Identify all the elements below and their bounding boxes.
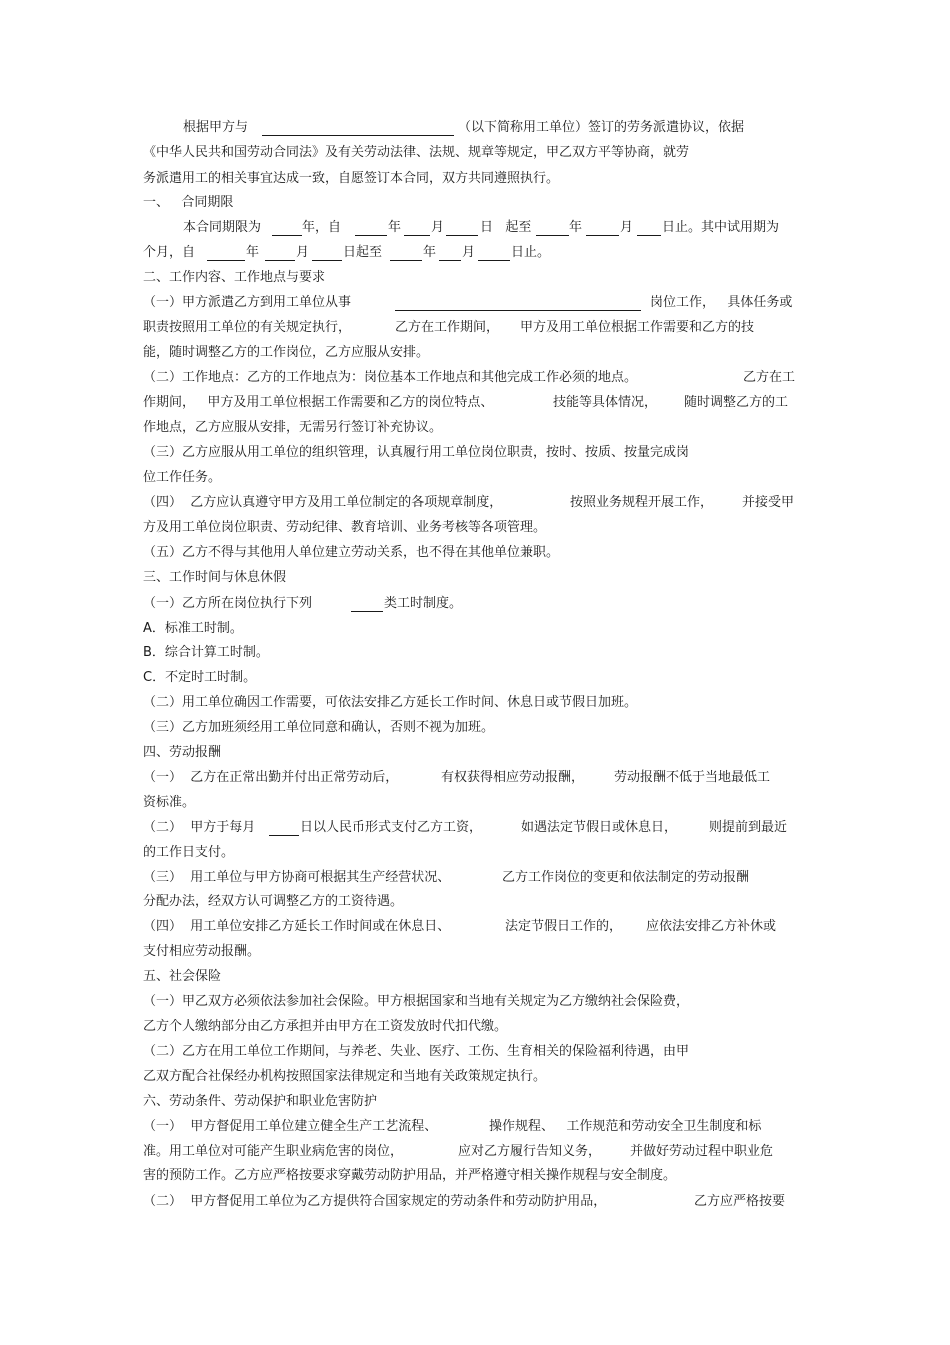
text-line: 应对乙方履行告知义务，	[458, 1144, 602, 1159]
text-line: （二）工作地点：乙方的工作地点为：岗位基本工作地点和其他完成工作必须的地点。	[143, 370, 638, 385]
text-line: 岗位工作， 具体任务或	[650, 295, 793, 310]
blank-field	[586, 235, 619, 236]
blank-field	[390, 260, 422, 261]
text-line: （一）甲方派遣乙方到用工单位从事	[143, 295, 352, 310]
text-line: 乙方在工	[743, 370, 796, 385]
text-line: （三）乙方应服从用工单位的组织管理，认真履行用工单位岗位职责，按时、按质、按量完成岗	[143, 445, 690, 460]
blank-field	[351, 611, 383, 612]
text-line: 乙双方配合社保经办机构按照国家法律规定和当地有关政策规定执行。	[143, 1069, 547, 1084]
text-line: 日起至	[343, 245, 383, 260]
text-line: 乙方个人缴纳部分由乙方承担并由甲方在工资发放时代扣代缴。	[143, 1019, 508, 1034]
section-heading: 六、劳动条件、劳动保护和职业危害防护	[143, 1094, 378, 1109]
text-line: 根据甲方与	[183, 120, 249, 135]
text-line: （以下简称用工单位）签订的劳务派遣协议，依据	[458, 120, 745, 135]
text-line: 乙方工作岗位的变更和依法制定的劳动报酬	[502, 870, 750, 885]
blank-field	[312, 260, 342, 261]
text-line: （一）乙方所在岗位执行下列	[143, 596, 313, 611]
text-line: 害的预防工作。乙方应严格按要求穿戴劳动防护用品，并严格遵守相关操作规程与安全制度。	[143, 1168, 677, 1183]
text-line: 年	[246, 245, 260, 260]
text-line: 应依法安排乙方补休或	[646, 919, 777, 934]
text-line: 年	[423, 245, 437, 260]
blank-field	[269, 835, 299, 836]
section-heading: 一、 合同期限	[143, 195, 234, 210]
text-line: 法定节假日工作的，	[505, 919, 623, 934]
text-line: 支付相应劳动报酬。	[143, 944, 261, 959]
text-line: （四） 乙方应认真遵守甲方及用工单位制定的各项规章制度，	[143, 495, 503, 510]
text-line: 则提前到最近	[709, 820, 788, 835]
blank-field	[262, 135, 454, 136]
text-line: （四） 用工单位安排乙方延长工作时间或在休息日、	[143, 919, 451, 934]
text-line: （二） 甲方于每月	[143, 820, 256, 835]
text-line: 日止。	[511, 245, 551, 260]
text-line: 作期间， 甲方及用工单位根据工作需要和乙方的岗位特点、	[143, 395, 494, 410]
text-line: 位工作任务。	[143, 470, 222, 485]
section-heading: 二、工作内容、工作地点与要求	[143, 270, 326, 285]
text-line: 方及用工单位岗位职责、劳动纪律、教育培训、业务考核等各项管理。	[143, 520, 547, 535]
text-line: 并接受甲	[742, 495, 795, 510]
section-heading: 五、社会保险	[143, 969, 222, 984]
text-line: 劳动报酬不低于当地最低工	[614, 770, 771, 785]
blank-field	[395, 310, 641, 311]
text-line: （一） 甲方督促用工单位建立健全生产工艺流程、	[143, 1119, 438, 1134]
text-line: 的工作日支付。	[143, 845, 235, 860]
text-line: 乙方在工作期间，	[395, 320, 500, 335]
blank-field	[637, 235, 661, 236]
text-line: 日以人民币形式支付乙方工资，	[300, 820, 483, 835]
text-line: 月	[296, 245, 310, 260]
text-line: 资标准。	[143, 795, 196, 810]
text-line: 年	[569, 220, 583, 235]
blank-field	[355, 235, 387, 236]
text-line: 日 起至	[480, 220, 532, 235]
text-line: 务派遣用工的相关事宜达成一致，自愿签订本合同，双方共同遵照执行。	[143, 171, 560, 186]
text-line: 年，自	[302, 220, 342, 235]
blank-field	[272, 235, 302, 236]
text-line: 职责按照用工单位的有关规定执行，	[143, 320, 352, 335]
text-line: 分配办法，经双方认可调整乙方的工资待遇。	[143, 894, 404, 909]
blank-field	[265, 260, 295, 261]
text-line: 类工时制度。	[384, 596, 463, 611]
text-line: 有权获得相应劳动报酬，	[441, 770, 585, 785]
text-line: 甲方及用工单位根据工作需要和乙方的技	[520, 320, 755, 335]
section-heading: 三、工作时间与休息休假	[143, 570, 287, 585]
blank-field	[446, 235, 478, 236]
text-line: 本合同期限为	[183, 220, 262, 235]
text-line: （三） 用工单位与甲方协商可根据其生产经营状况、	[143, 870, 451, 885]
text-line: 个月，自	[143, 245, 196, 260]
text-line: 月	[462, 245, 476, 260]
blank-field	[439, 260, 461, 261]
text-line: 按照业务规程开展工作，	[570, 495, 714, 510]
text-line: 并做好劳动过程中职业危	[630, 1144, 774, 1159]
section-heading: 四、劳动报酬	[143, 745, 222, 760]
text-line: （五）乙方不得与其他用人单位建立劳动关系，也不得在其他单位兼职。	[143, 545, 560, 560]
text-line: A．标准工时制。	[143, 621, 243, 636]
text-line: 作地点，乙方应服从安排，无需另行签订补充协议。	[143, 420, 443, 435]
text-line: 随时调整乙方的工	[684, 395, 789, 410]
text-line: （二）用工单位确因工作需要，可依法安排乙方延长工作时间、休息日或节假日加班。	[143, 695, 638, 710]
text-line: 月	[620, 220, 634, 235]
blank-field	[536, 235, 569, 236]
text-line: （三）乙方加班须经用工单位同意和确认，否则不视为加班。	[143, 720, 495, 735]
text-line: （二） 甲方督促用工单位为乙方提供符合国家规定的劳动条件和劳动防护用品，	[143, 1194, 607, 1209]
text-line: 技能等具体情况，	[553, 395, 658, 410]
text-line: （一）甲乙双方必须依法参加社会保险。甲方根据国家和当地有关规定为乙方缴纳社会保险费，	[143, 994, 690, 1009]
text-line: 月	[431, 220, 445, 235]
text-line: 《中华人民共和国劳动合同法》及有关劳动法律、法规、规章等规定，甲乙双方平等协商，就劳	[143, 145, 690, 160]
text-line: （一） 乙方在正常出勤并付出正常劳动后，	[143, 770, 399, 785]
text-line: C．不定时工时制。	[143, 670, 257, 685]
text-line: 如遇法定节假日或休息日，	[521, 820, 678, 835]
blank-field	[404, 235, 430, 236]
text-line: （二）乙方在用工单位工作期间，与养老、失业、医疗、工伤、生育相关的保险福利待遇，由甲	[143, 1044, 690, 1059]
text-line: 准。用工单位对可能产生职业病危害的岗位，	[143, 1144, 404, 1159]
text-line: 操作规程、 工作规范和劳动安全卫生制度和标	[489, 1119, 762, 1134]
text-line: 乙方应严格按要	[694, 1194, 786, 1209]
text-line: 能，随时调整乙方的工作岗位，乙方应服从安排。	[143, 345, 430, 360]
blank-field	[478, 260, 510, 261]
text-line: 年	[388, 220, 402, 235]
blank-field	[207, 260, 245, 261]
text-line: B．综合计算工时制。	[143, 645, 269, 660]
text-line: 日止。其中试用期为	[662, 220, 780, 235]
